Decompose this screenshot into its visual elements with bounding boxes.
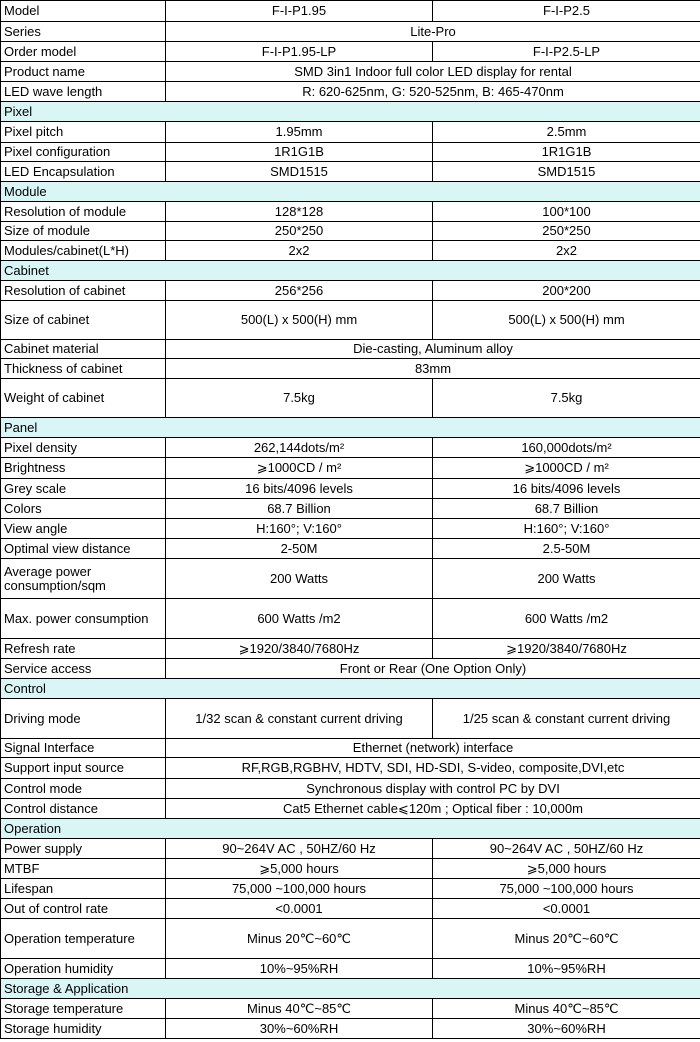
spec-value-shared: Ethernet (network) interface (166, 739, 700, 758)
spec-row (1, 301, 700, 340)
spec-value-p195: 68.7 Billion (166, 499, 433, 519)
spec-row (1, 559, 700, 599)
spec-label: Cabinet material (1, 340, 166, 359)
spec-value-p195: Minus 20℃~60℃ (166, 919, 433, 959)
spec-row (1, 639, 700, 659)
spec-row (1, 82, 700, 102)
spec-value-p195: H:160°; V:160° (166, 519, 433, 539)
spec-label: Control mode (1, 779, 166, 799)
spec-label: Optimal view distance (1, 539, 166, 559)
spec-label: Pixel configuration (1, 143, 166, 162)
section-header-row (1, 819, 700, 839)
spec-row (1, 739, 700, 758)
section-title: Storage & Application (1, 979, 700, 999)
spec-value-shared: Front or Rear (One Option Only) (166, 659, 700, 679)
spec-row (1, 919, 700, 959)
spec-value-p195: 1/32 scan & constant current driving (166, 699, 433, 739)
spec-value-p25: 1R1G1B (433, 143, 700, 162)
spec-row (1, 859, 700, 879)
spec-value-p195: 90~264V AC , 50HZ/60 Hz (166, 839, 433, 859)
spec-value-p25: 200 Watts (433, 559, 700, 599)
spec-row (1, 359, 700, 379)
spec-row (1, 699, 700, 739)
spec-value-p195: 200 Watts (166, 559, 433, 599)
spec-label: Size of cabinet (1, 301, 166, 340)
spec-value-shared: Cat5 Ethernet cable⩽120m ; Optical fiber : 10,000m (166, 799, 700, 819)
spec-label: Pixel density (1, 438, 166, 458)
section-header-row (1, 102, 700, 122)
spec-row (1, 458, 700, 479)
spec-row (1, 659, 700, 679)
spec-value-p25: ⩾1920/3840/7680Hz (433, 639, 700, 659)
spec-value-p195: 128*128 (166, 202, 433, 222)
spec-row (1, 438, 700, 458)
spec-value-p25: F-I-P2.5-LP (433, 42, 700, 62)
spec-value-p25: Minus 20℃~60℃ (433, 919, 700, 959)
spec-row (1, 839, 700, 859)
spec-row (1, 202, 700, 222)
spec-row (1, 42, 700, 62)
spec-label: MTBF (1, 859, 166, 879)
spec-label: Power supply (1, 839, 166, 859)
spec-row (1, 999, 700, 1019)
spec-value-p25: 30%~60%RH (433, 1019, 700, 1039)
spec-value-p195: F-I-P1.95-LP (166, 42, 433, 62)
spec-value-p195: 10%~95%RH (166, 959, 433, 979)
spec-value-p195: 1R1G1B (166, 143, 433, 162)
spec-value-p195: 30%~60%RH (166, 1019, 433, 1039)
spec-row (1, 379, 700, 418)
spec-value-p25: H:160°; V:160° (433, 519, 700, 539)
spec-label: Operation temperature (1, 919, 166, 959)
spec-label: Max. power consumption (1, 599, 166, 639)
spec-label: LED wave length (1, 82, 166, 102)
spec-value-p25: 1/25 scan & constant current driving (433, 699, 700, 739)
spec-row (1, 22, 700, 42)
spec-row (1, 122, 700, 143)
spec-value-p195: ⩾1920/3840/7680Hz (166, 639, 433, 659)
spec-label: Series (1, 22, 166, 42)
spec-label: Operation humidity (1, 959, 166, 979)
spec-value-p25: 2.5-50M (433, 539, 700, 559)
spec-value-p25: 100*100 (433, 202, 700, 222)
spec-value-p195: 7.5kg (166, 379, 433, 418)
spec-label: Model (1, 1, 166, 22)
spec-value-p25: 10%~95%RH (433, 959, 700, 979)
spec-row (1, 143, 700, 162)
spec-value-p195: 500(L) x 500(H) mm (166, 301, 433, 340)
spec-value-p195: ⩾5,000 hours (166, 859, 433, 879)
spec-row (1, 539, 700, 559)
spec-row (1, 62, 700, 82)
spec-value-p25: 90~264V AC , 50HZ/60 Hz (433, 839, 700, 859)
spec-row (1, 479, 700, 499)
section-title: Control (1, 679, 700, 699)
spec-value-p25: 2x2 (433, 241, 700, 261)
spec-value-p25: Minus 40℃~85℃ (433, 999, 700, 1019)
spec-row (1, 281, 700, 301)
spec-label: LED Encapsulation (1, 162, 166, 182)
spec-label: Product name (1, 62, 166, 82)
spec-row (1, 1019, 700, 1039)
section-title: Module (1, 182, 700, 202)
spec-row (1, 222, 700, 241)
spec-label: Refresh rate (1, 639, 166, 659)
spec-value-p195: 256*256 (166, 281, 433, 301)
spec-value-p25: 68.7 Billion (433, 499, 700, 519)
spec-value-p195: F-I-P1.95 (166, 1, 433, 22)
spec-label: Support input source (1, 758, 166, 779)
spec-value-p195: ⩾1000CD / m² (166, 458, 433, 479)
spec-label: Average power consumption/sqm (1, 559, 166, 599)
spec-label: Resolution of module (1, 202, 166, 222)
spec-label: Grey scale (1, 479, 166, 499)
spec-label: Weight of cabinet (1, 379, 166, 418)
spec-row (1, 519, 700, 539)
spec-value-p25: 250*250 (433, 222, 700, 241)
section-header-row (1, 418, 700, 438)
spec-label: Thickness of cabinet (1, 359, 166, 379)
spec-value-shared: R: 620-625nm, G: 520-525nm, B: 465-470nm (166, 82, 700, 102)
section-header-row (1, 261, 700, 281)
spec-value-p25: 200*200 (433, 281, 700, 301)
spec-row (1, 599, 700, 639)
spec-value-p195: <0.0001 (166, 899, 433, 919)
spec-row (1, 779, 700, 799)
spec-label: Driving mode (1, 699, 166, 739)
spec-row (1, 1, 700, 22)
spec-value-p195: 2-50M (166, 539, 433, 559)
spec-label: Colors (1, 499, 166, 519)
spec-value-shared: 83mm (166, 359, 700, 379)
spec-value-p195: 250*250 (166, 222, 433, 241)
spec-value-p25: SMD1515 (433, 162, 700, 182)
spec-value-shared: RF,RGB,RGBHV, HDTV, SDI, HD-SDI, S-video, composite,DVI,etc (166, 758, 700, 779)
spec-label: Resolution of cabinet (1, 281, 166, 301)
spec-value-p195: 1.95mm (166, 122, 433, 143)
spec-label: Signal Interface (1, 739, 166, 758)
spec-value-p195: Minus 40℃~85℃ (166, 999, 433, 1019)
spec-row (1, 241, 700, 261)
spec-value-p25: ⩾5,000 hours (433, 859, 700, 879)
spec-row (1, 879, 700, 899)
spec-value-shared: Lite-Pro (166, 22, 700, 42)
spec-row (1, 340, 700, 359)
spec-value-p25: 160,000dots/m² (433, 438, 700, 458)
spec-value-shared: SMD 3in1 Indoor full color LED display for rental (166, 62, 700, 82)
spec-value-p195: 2x2 (166, 241, 433, 261)
spec-value-p25: <0.0001 (433, 899, 700, 919)
spec-row (1, 499, 700, 519)
spec-row (1, 959, 700, 979)
section-title: Panel (1, 418, 700, 438)
spec-value-shared: Die-casting, Aluminum alloy (166, 340, 700, 359)
spec-value-p25: 600 Watts /m2 (433, 599, 700, 639)
spec-label: View angle (1, 519, 166, 539)
spec-label: Brightness (1, 458, 166, 479)
spec-row (1, 799, 700, 819)
spec-label: Control distance (1, 799, 166, 819)
section-header-row (1, 979, 700, 999)
spec-value-p195: SMD1515 (166, 162, 433, 182)
spec-label: Service access (1, 659, 166, 679)
spec-value-p195: 262,144dots/m² (166, 438, 433, 458)
spec-label: Pixel pitch (1, 122, 166, 143)
section-title: Cabinet (1, 261, 700, 281)
spec-label: Order model (1, 42, 166, 62)
section-header-row (1, 679, 700, 699)
spec-label: Out of control rate (1, 899, 166, 919)
spec-value-p25: 16 bits/4096 levels (433, 479, 700, 499)
spec-value-shared: Synchronous display with control PC by DVI (166, 779, 700, 799)
spec-value-p25: 7.5kg (433, 379, 700, 418)
spec-value-p25: 75,000 ~100,000 hours (433, 879, 700, 899)
spec-label: Lifespan (1, 879, 166, 899)
spec-value-p25: 500(L) x 500(H) mm (433, 301, 700, 340)
spec-label: Storage humidity (1, 1019, 166, 1039)
spec-label: Modules/cabinet(L*H) (1, 241, 166, 261)
section-title: Operation (1, 819, 700, 839)
spec-value-p195: 16 bits/4096 levels (166, 479, 433, 499)
spec-row (1, 162, 700, 182)
spec-value-p195: 75,000 ~100,000 hours (166, 879, 433, 899)
spec-value-p195: 600 Watts /m2 (166, 599, 433, 639)
spec-row (1, 758, 700, 779)
spec-value-p25: ⩾1000CD / m² (433, 458, 700, 479)
spec-label: Storage temperature (1, 999, 166, 1019)
spec-row (1, 899, 700, 919)
spec-label: Size of module (1, 222, 166, 241)
section-title: Pixel (1, 102, 700, 122)
spec-value-p25: F-I-P2.5 (433, 1, 700, 22)
spec-value-p25: 2.5mm (433, 122, 700, 143)
spec-table-body (1, 1, 700, 1039)
section-header-row (1, 182, 700, 202)
